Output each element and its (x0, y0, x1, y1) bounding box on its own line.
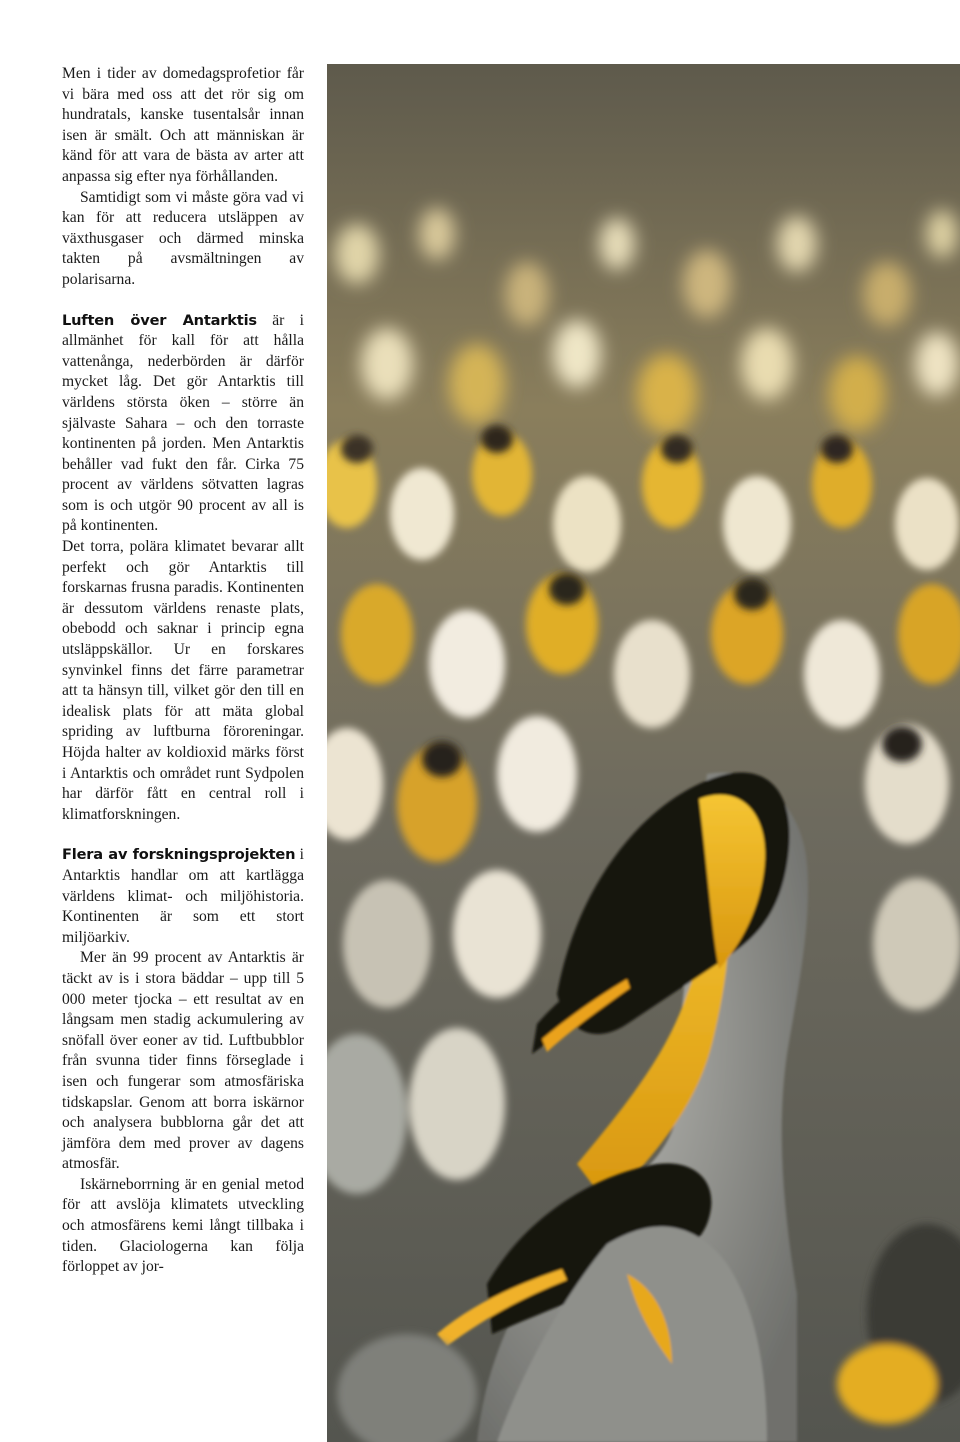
lead-in-heading: Flera av forskningsprojekten (62, 846, 296, 864)
lead-in-heading: Luften över Antarktis (62, 311, 257, 329)
paragraph: Iskärneborrning är en genial metod för att avslöja klimatets utveckling och atmosfärens kemi långt tillbaka i tiden. Glaciologerna kan följa förloppet av jor- (62, 1175, 304, 1276)
section-paragraph (62, 311, 304, 538)
king-penguin-photo-illustration (327, 64, 960, 1442)
section-paragraph (62, 845, 304, 948)
article-text-column (62, 64, 304, 1278)
paragraph: Mer än 99 procent av Antarktis är täckt av is i stora bäddar – upp till 5 000 meter tjocka – ett resultat av en långsam men stadig ackumulering av snöfall över eoner av tid. Luftbubblor från svunna tider finns förseglade i isen och fungerar som atmosfäriska tidskapslar. Genom att borra iskärnor och analysera bubblorna går det att jämföra dem med prover av dagens atmosfär. (62, 949, 304, 1173)
paragraph: Men i tider av domedagsprofetior får vi bära med oss att det rör sig om hundratals, kanske tusentalsår innan isen är smält. Och att människan är känd för att vara de bästa av arter att anpassa sig efter nya förhållanden. (62, 65, 304, 185)
paragraph-text: i Antarktis handlar om att kartlägga världens klimat- och miljöhistoria. Kontinenten är som ett stort miljöarkiv. (62, 846, 304, 946)
penguin-photo (327, 64, 960, 1442)
paragraph: Det torra, polära klimatet bevarar allt perfekt och gör Antarktis till forskarnas frusna paradis. Kontinenten är dessutom världens renaste plats, obebodd och saknar i princip egna utsläppskällor. Ur en forskares synvinkel finns det färre parametrar att ta hänsyn till, vilket gör den till en idealisk plats för att mäta global spriding av luftburna föroreningar. Höjda halter av koldioxid märks först i Antarktis och området runt Sydpolen har därför fått en central roll i klimatforskningen. (62, 538, 304, 823)
paragraph-text: är i allmänhet för kall för att hålla vattenånga, nederbörden är därför mycket låg. Det gör Antarktis till världens största öken – större än självaste Sahara – och den torraste kontinenten på jorden. Men Antarktis behåller vad fukt den får. Cirka 75 procent av världens sötvatten lagras som is och utgör 90 procent av all is på kontinenten. (62, 311, 304, 535)
paragraph: Samtidigt som vi måste göra vad vi kan för att reducera utsläppen av växthusgaser och därmed minska takten på avsmältningen av polarisarna. (62, 188, 304, 288)
